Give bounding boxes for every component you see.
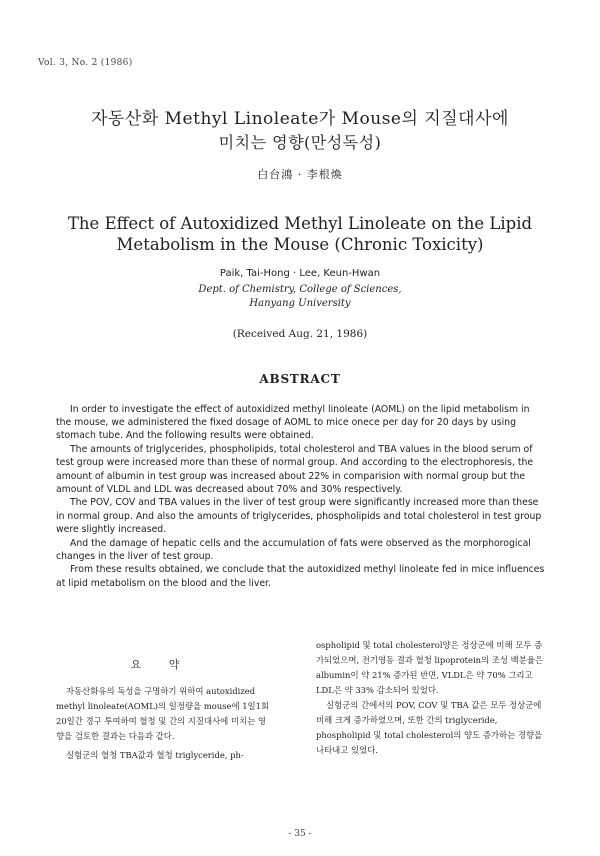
summary-paragraph: 자동산화유의 독성을 구명하기 위하여 autoxidized methyl linoleate(AOML)의 일정량을 mouse에 1일1회 20일간 경구 투여하여 혈청 및 간의 지질대사에 미치는 영향을 검토한 결과는 다음과 같다. [56,686,270,741]
abstract-body [56,403,546,590]
summary-left-column [56,684,271,767]
abstract-heading: ABSTRACT [259,372,341,386]
summary-right-column [316,638,550,758]
affiliation-line2: Hanyang University [249,298,351,309]
volume-info: Vol. 3, No. 2 (1986) [38,58,133,68]
abstract-paragraph: The POV, COV and TBA values in the liver of test group were significantly increased more than these in normal group. And also the amounts of triglycerides, phospholipids and total cholesterol in test group were slightly increased. [56,497,542,535]
summary-paragraph: ospholipid 및 total cholesterol양은 정상군에 비해 모두 증가되었으며, 전기영동 결과 혈청 lipoprotein의 조성 백분율은 albumin이 약 21% 증가된 반면, VLDL은 약 70% 그리고 LDL은 약 33% 감소되어 있었다. [316,640,544,695]
affiliation-line1: Dept. of Chemistry, College of Sciences, [198,284,402,295]
summary-paragraph: 실험군의 간에서의 POV, COV 및 TBA 값은 모두 정상군에 비해 크게 증가하였으며, 또한 간의 triglyceride, phospholipid 및 total cholesterol의 양도 증가하는 경향을 나타내고 있었다. [316,700,543,755]
korean-title-line2: 미치는 영향(만성독성) [218,133,382,152]
abstract-paragraph: In order to investigate the effect of autoxidized methyl linoleate (AOML) on the lipid metabolism in the mouse, we administered the fixed dosage of AOML to mice onece per day for 20 days by using stomach tube. And the following results were obtained. [56,404,530,442]
abstract-paragraph: The amounts of triglycerides, phospholipids, total cholesterol and TBA values in the blood serum of test group were increased more than these of normal group. And according to the electrophoresis, the amount of albumin in test group was increased about 22% in comparision with normal group but the amount of VLDL and LDL was decreased about 70% and 30% respectively. [56,444,534,495]
abstract-paragraph: From these results obtained, we conclude that the autoxidized methyl linoleate fed in mice influences at lipid metabolism on the blood and the liver. [56,564,545,589]
english-title-line1: The Effect of Autoxidized Methyl Linoleate on the Lipid [67,214,533,233]
english-title-line2: Metabolism in the Mouse (Chronic Toxicity) [116,235,484,254]
summary-heading: 요 약 [130,658,192,671]
page-number: - 35 - [288,829,312,839]
abstract-paragraph: And the damage of hepatic cells and the accumulation of fats were observed as the morphorogical changes in the liver of test group. [56,537,531,562]
summary-paragraph: 실험군의 혈청 TBA값과 혈청 triglyceride, ph- [66,750,244,760]
korean-title-line1: 자동산화 Methyl Linoleate가 Mouse의 지질대사에 [91,109,509,129]
received-date: (Received Aug. 21, 1986) [232,328,368,340]
korean-authors: 白台鴻 · 李根煥 [257,168,343,181]
english-authors: Paik, Tai-Hong · Lee, Keun-Hwan [219,268,381,279]
